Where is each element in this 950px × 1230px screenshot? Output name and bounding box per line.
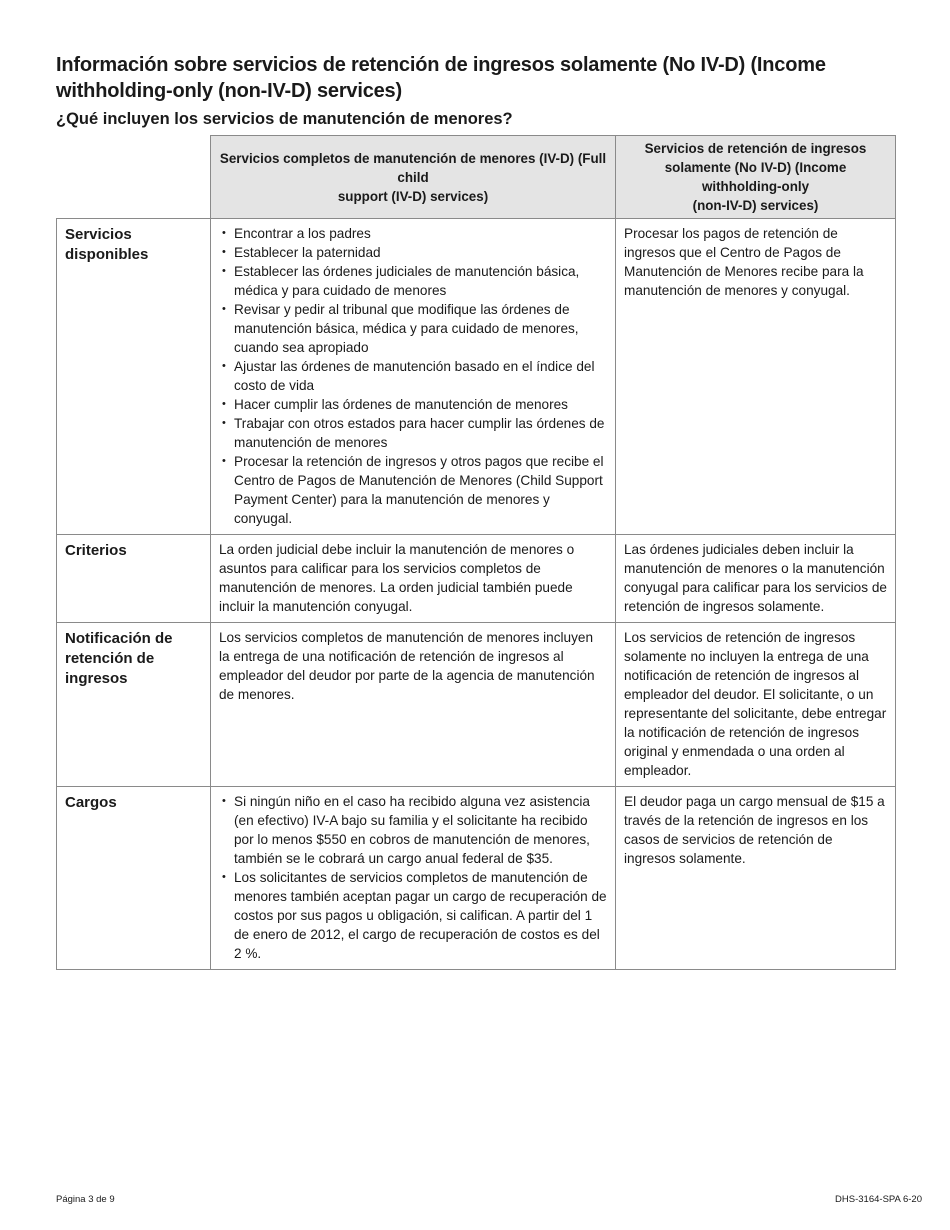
row-label-cargos: Cargos bbox=[57, 787, 211, 970]
table-row bbox=[57, 623, 896, 787]
list-item: • Si ningún niño en el caso ha recibido alguna vez asistencia (en efectivo) IV-A bajo su familia y el solicitante ha recibido por lo menos $550 en cobros de manutención de menores, también se le cobrará un cargo anual federal de $35. bbox=[234, 792, 607, 868]
table-row bbox=[57, 535, 896, 623]
withholding-cell: Procesar los pagos de retención de ingresos que el Centro de Pagos de Manutención de Menores recibe para la manutención de menores y conyugal. bbox=[616, 219, 896, 535]
table-row bbox=[57, 219, 896, 535]
table-row bbox=[57, 787, 896, 970]
list-item: • Revisar y pedir al tribunal que modifique las órdenes de manutención básica, médica y para cuidado de menores, cuando sea apropiado bbox=[234, 300, 607, 357]
withholding-cell: Las órdenes judiciales deben incluir la manutención de menores o la manutención conyugal para calificar para los servicios de retención de ingresos solamente. bbox=[616, 535, 896, 623]
row-label-notificacion: Notificación de retención de ingresos bbox=[57, 623, 211, 787]
form-number: DHS-3164-SPA 6-20 bbox=[835, 1194, 922, 1205]
list-item: • Establecer la paternidad bbox=[234, 243, 607, 262]
header-full-services: Servicios completos de manutención de menores (IV-D) (Full child support (IV-D) services) bbox=[211, 136, 616, 219]
table-header-row bbox=[57, 136, 896, 219]
list-item: • Los solicitantes de servicios completos de manutención de menores también aceptan pagar un cargo de recuperación de costos por sus pagos u obligación, si califican. A partir del 1 de enero de 2012, el cargo de recuperación de costos es del 2 %. bbox=[234, 868, 607, 963]
full-services-cell bbox=[211, 219, 616, 535]
document-subtitle: ¿Qué incluyen los servicios de manutención de menores? bbox=[56, 110, 513, 128]
page-number: Página 3 de 9 bbox=[56, 1194, 115, 1205]
header-blank-cell bbox=[57, 136, 211, 219]
list-item: • Establecer las órdenes judiciales de manutención básica, médica y para cuidado de menores bbox=[234, 262, 607, 300]
full-services-cell: La orden judicial debe incluir la manutención de menores o asuntos para calificar para los servicios completos de manutención de menores. La orden judicial también puede incluir la manutención conyugal. bbox=[211, 535, 616, 623]
list-item: • Hacer cumplir las órdenes de manutención de menores bbox=[234, 395, 607, 414]
withholding-cell: Los servicios de retención de ingresos solamente no incluyen la entrega de una notificación de retención de ingresos al empleador del deudor. El solicitante, o un representante del solicitante, debe entregar la notificación de retención de ingresos original y enmendada o una orden al empleador. bbox=[616, 623, 896, 787]
list-item: • Procesar la retención de ingresos y otros pagos que recibe el Centro de Pagos de Manutención de Menores (Child Support Payment Center) para la manutención de menores y conyugal. bbox=[234, 452, 607, 528]
withholding-cell: El deudor paga un cargo mensual de $15 a través de la retención de ingresos en los casos de servicios de retención de ingresos solamente. bbox=[616, 787, 896, 970]
list-item: • Ajustar las órdenes de manutención basado en el índice del costo de vida bbox=[234, 357, 607, 395]
full-services-list bbox=[219, 224, 607, 528]
page-content bbox=[56, 52, 896, 970]
document-title: Información sobre servicios de retención de ingresos solamente (No IV-D) (Income withholding-only (non-IV-D) services) bbox=[56, 54, 826, 102]
services-comparison-table bbox=[56, 135, 896, 970]
list-item: • Encontrar a los padres bbox=[234, 224, 607, 243]
full-services-cell: Los servicios completos de manutención de menores incluyen la entrega de una notificación de retención de ingresos al empleador del deudor por parte de la agencia de manutención de menores. bbox=[211, 623, 616, 787]
row-label-criterios: Criterios bbox=[57, 535, 211, 623]
full-services-cell bbox=[211, 787, 616, 970]
fees-list bbox=[219, 792, 607, 963]
row-label-servicios: Servicios disponibles bbox=[57, 219, 211, 535]
list-item: • Trabajar con otros estados para hacer cumplir las órdenes de manutención de menores bbox=[234, 414, 607, 452]
header-withholding-services: Servicios de retención de ingresos solamente (No IV-D) (Income withholding-only (non-IV-D) services) bbox=[616, 136, 896, 219]
